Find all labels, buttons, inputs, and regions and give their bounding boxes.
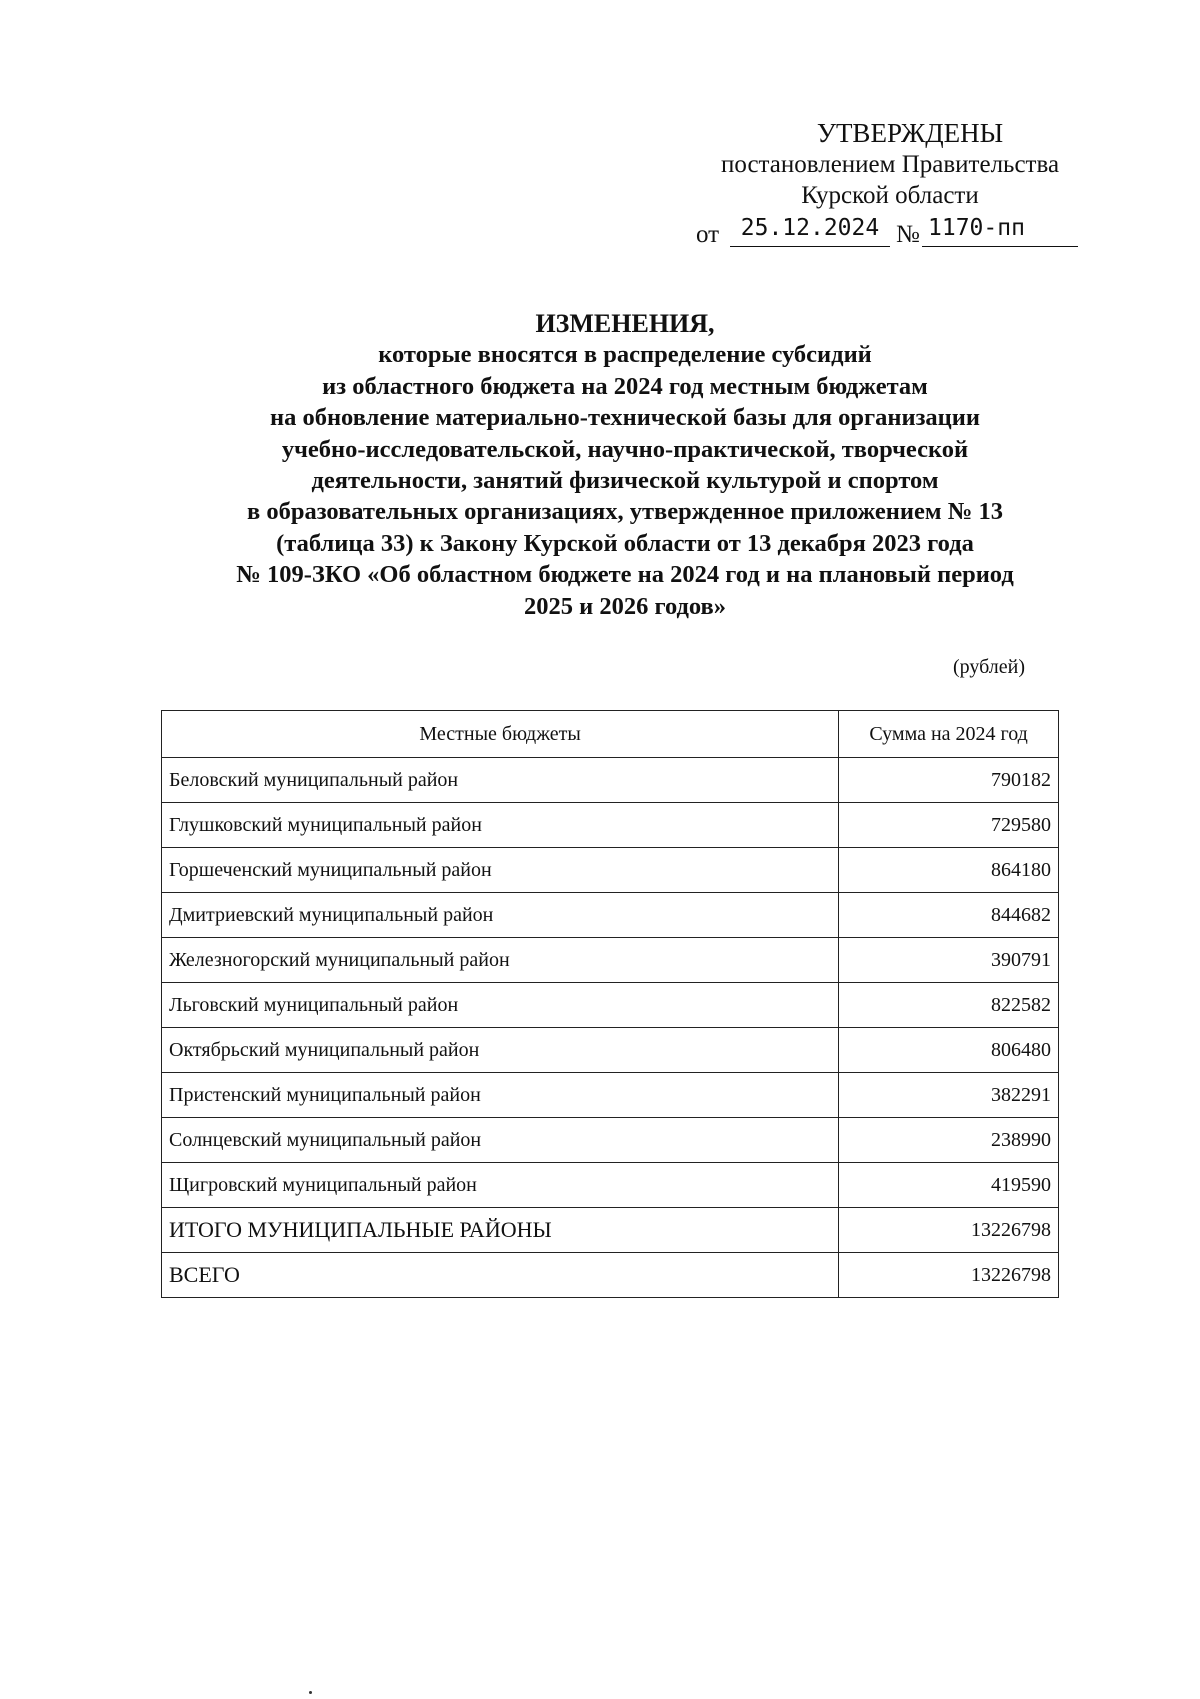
title-line: 2025 и 2026 годов» (523, 592, 727, 620)
title-line: деятельности, занятий физической культурой и спортом (311, 467, 939, 495)
table-row (162, 893, 1059, 938)
approval-heading: УТВЕРЖДЕНЫ (816, 118, 1004, 148)
approval-from-label: от (696, 221, 720, 248)
title-line: в образовательных организациях, утвержденное приложением № 13 (247, 498, 1003, 526)
budget-table (161, 710, 1059, 1298)
region-cell: Пристенский муниципальный район (162, 1073, 839, 1118)
region-cell: Глушковский муниципальный район (162, 803, 839, 848)
region-cell: Щигровский муниципальный район (162, 1163, 839, 1208)
scan-speck (309, 1691, 312, 1694)
region-cell: Октябрьский муниципальный район (162, 1028, 839, 1073)
amount-cell: 238990 (839, 1118, 1059, 1163)
table-row (162, 938, 1059, 983)
grand-total-label: ВСЕГО (162, 1253, 839, 1298)
region-cell: Льговский муниципальный район (162, 983, 839, 1028)
amount-cell: 390791 (839, 938, 1059, 983)
table-row (162, 1163, 1059, 1208)
approval-number-label: № (896, 221, 920, 248)
title-line: № 109-ЗКО «Об областном бюджете на 2024 год и на плановый период (236, 561, 1014, 589)
amount-cell: 864180 (839, 848, 1059, 893)
region-cell: Солнцевский муниципальный район (162, 1118, 839, 1163)
approval-line-2: Курской области (801, 182, 979, 209)
table-header-row (162, 711, 1059, 758)
title-line: (таблица 33) к Закону Курской области от 13 декабря 2023 года (276, 529, 974, 557)
subtotal-row (162, 1208, 1059, 1253)
approval-stamp (690, 118, 1090, 249)
header-amount: Сумма на 2024 год (839, 711, 1059, 758)
grand-total-amount: 13226798 (839, 1253, 1059, 1298)
table-row (162, 758, 1059, 803)
document-title (120, 308, 1130, 622)
title-line: на обновление материально-технической базы для организации (269, 404, 981, 432)
unit-label: (рублей) (953, 656, 1026, 678)
amount-cell: 806480 (839, 1028, 1059, 1073)
approval-line-1: постановлением Правительства (720, 151, 1060, 178)
table-row (162, 848, 1059, 893)
table-row (162, 983, 1059, 1028)
amount-cell: 844682 (839, 893, 1059, 938)
title-line: из областного бюджета на 2024 год местным бюджетам (322, 372, 928, 400)
region-cell: Беловский муниципальный район (162, 758, 839, 803)
title-line: учебно-исследовательской, научно-практической, творческой (281, 435, 969, 463)
table-row (162, 1073, 1059, 1118)
approval-date: 25.12.2024 (730, 213, 890, 247)
title-line: которые вносятся в распределение субсидий (378, 341, 872, 369)
grand-total-row (162, 1253, 1059, 1298)
header-region: Местные бюджеты (162, 711, 839, 758)
subtotal-label: ИТОГО МУНИЦИПАЛЬНЫЕ РАЙОНЫ (162, 1208, 839, 1253)
amount-cell: 729580 (839, 803, 1059, 848)
title-heading: ИЗМЕНЕНИЯ, (535, 309, 715, 338)
amount-cell: 382291 (839, 1073, 1059, 1118)
table-row (162, 1118, 1059, 1163)
table-row (162, 1028, 1059, 1073)
amount-cell: 790182 (839, 758, 1059, 803)
amount-cell: 419590 (839, 1163, 1059, 1208)
approval-date-row (690, 213, 1090, 249)
subtotal-amount: 13226798 (839, 1208, 1059, 1253)
region-cell: Дмитриевский муниципальный район (162, 893, 839, 938)
table-row (162, 803, 1059, 848)
amount-cell: 822582 (839, 983, 1059, 1028)
region-cell: Железногорский муниципальный район (162, 938, 839, 983)
region-cell: Горшеченский муниципальный район (162, 848, 839, 893)
approval-number: 1170-пп (922, 213, 1078, 247)
